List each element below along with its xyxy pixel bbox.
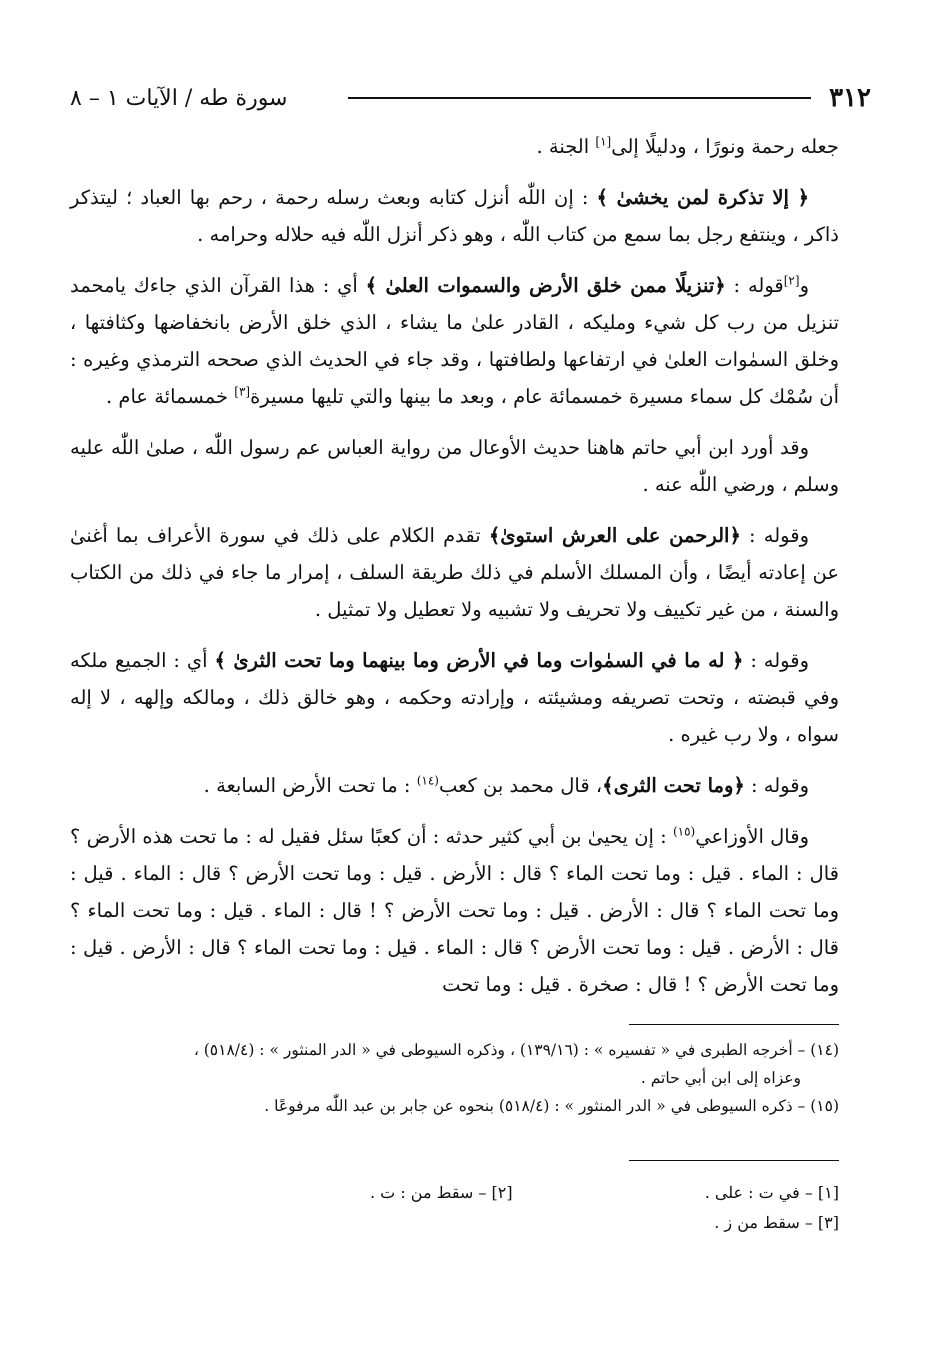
- main-text: [70, 128, 839, 1017]
- variant-note-3: [٣] – سقط من ز .: [714, 1213, 839, 1232]
- header-rule: [348, 97, 812, 99]
- quran-quote: ﴿وما تحت الثرى﴾: [602, 774, 745, 797]
- page-header: [70, 78, 871, 118]
- quran-quote: ﴿تنزيلًا ممن خلق الأرض والسموات العلىٰ ﴾: [365, 274, 726, 297]
- variants-divider: [629, 1160, 839, 1161]
- text-run: : إن يحيىٰ بن أبي كثير حدثه : أن كعبًا سئل فقيل له : ما تحت هذه الأرض ؟ قال : الماء . قيل : وما تحت الماء ؟ قال : الأرض . قيل : وما تحت الأرض ؟ قال : الماء . قيل : وما تحت الماء ؟ قال : الأرض . قيل : وما تحت الأرض ؟ ! قال : الماء . قيل : وما تحت الماء ؟ قال : الأرض . قيل : وما تحت الأرض ؟ قال : الماء . قيل : وما تحت الماء ؟ قال : الأرض . قيل : وما تحت الأرض ؟ ! قال : صخرة . قيل : وما تحت: [70, 825, 839, 996]
- variant-row: [70, 1208, 839, 1238]
- footnote-15: (١٥) – ذكره السيوطى في « الدر المنثور » : (٥١٨/٤) بنحوه عن جابر بن عبد اللّٰه مرفوعًا .: [264, 1097, 839, 1115]
- paragraph-4: وقد أورد ابن أبي حاتم هاهنا حديث الأوعال من رواية العباس عم رسول اللّٰه ، صلىٰ اللّٰه عليه وسلم ، ورضي اللّٰه عنه .: [70, 436, 839, 496]
- footnote-divider: [629, 1024, 839, 1025]
- footnote-ref-14: (١٤): [416, 773, 439, 788]
- variant-ref-2: [٢]: [783, 273, 800, 288]
- quran-quote: ﴿ له ما في السمٰوات وما في الأرض وما بينهما وما تحت الثرىٰ ﴾: [214, 649, 744, 672]
- footnotes: [70, 1036, 839, 1120]
- text-run: أي : الجميع ملكه وفي قبضته ، وتحت تصريفه ومشيئته ، وإرادته وحكمه ، وهو خالق ذلك ، ومالكه وإلهه ، لا إله سواه ، ولا رب غيره .: [70, 649, 839, 746]
- text-run: : إن اللّٰه أنزل كتابه وبعث رسله رحمة ، رحم بها العباد ؛ ليتذكر ذاكر ، وينتفع رجل بما سمع من كتاب اللّٰه ، وهو ذكر أنزل اللّٰه فيه حلاله وحرامه .: [70, 186, 839, 246]
- variant-note-2: [٢] – سقط من : ت .: [370, 1183, 513, 1202]
- text-run: أي : هذا القرآن الذي جاءك يامحمد تنزيل من رب كل شيء ومليكه ، القادر علىٰ ما يشاء ، الذي خلق الأرض بانخفاضها وكثافتها ، وخلق السمٰوات العلىٰ في ارتفاعها ولطافتها ، وقد جاء في الحديث الذي صححه الترمذي وغيره : أن سُمْك كل سماء مسيرة خمسمائة عام ، وبعد ما بينها والتي تليها مسيرة: [70, 274, 839, 408]
- text-run: وقوله :: [740, 524, 809, 547]
- paragraph-3: [70, 267, 839, 415]
- variant-ref-3: [٣]: [234, 384, 251, 399]
- text-run: قوله :: [725, 274, 784, 297]
- text-run: تقدم الكلام على ذلك في سورة الأعراف بما أغنىٰ عن إعادته أيضًا ، وأن المسلك الأسلم في ذلك طريقة السلف ، إمرار ما جاء في ذلك من الكتاب والسنة ، من غير تكييف ولا تحريف ولا تشبيه ولا تعطيل ولا تمثيل .: [70, 524, 839, 621]
- text-run: و: [799, 274, 809, 297]
- text-run: ، قال محمد بن كعب: [438, 774, 603, 797]
- paragraph-6: [70, 642, 839, 753]
- text-run: وقوله :: [743, 649, 809, 672]
- paragraph-8: [70, 818, 839, 1003]
- quran-quote: ﴿الرحمن على العرش استوىٰ﴾: [488, 524, 741, 547]
- paragraph-1: [70, 128, 839, 165]
- footnote-14-continued: وعزاه إلى ابن أبي حاتم .: [640, 1069, 801, 1087]
- paragraph-7: [70, 767, 839, 804]
- variant-ref-1: [١]: [595, 134, 612, 149]
- paragraph-5: [70, 517, 839, 628]
- text-run: وقوله :: [744, 774, 809, 797]
- variant-row: [70, 1178, 839, 1208]
- variant-note-1: [١] – في ت : على .: [704, 1183, 839, 1202]
- text-run: خمسمائة عام .: [105, 385, 235, 408]
- paragraph-2: [70, 179, 839, 253]
- running-title: سورة طه / الآيات ١ – ٨: [70, 85, 288, 111]
- quran-quote: ﴿ إلا تذكرة لمن يخشىٰ ﴾: [596, 186, 810, 209]
- text-run: جعله رحمة ونورًا ، ودليلًا إلى: [611, 135, 839, 158]
- text-run: الجنة .: [536, 135, 596, 158]
- footnote-ref-15: (١٥): [672, 824, 696, 839]
- text-run: وقال الأوزاعي: [695, 825, 809, 848]
- variant-notes: [70, 1178, 839, 1238]
- footnote-14: (١٤) – أخرجه الطبرى في « تفسيره » : (١٣٩/١٦) ، وذكره السيوطى في « الدر المنثور » : (٥١٨/٤) ،: [193, 1041, 839, 1059]
- text-run: : ما تحت الأرض السابعة .: [203, 774, 417, 797]
- page-number: ٣١٢: [829, 83, 871, 113]
